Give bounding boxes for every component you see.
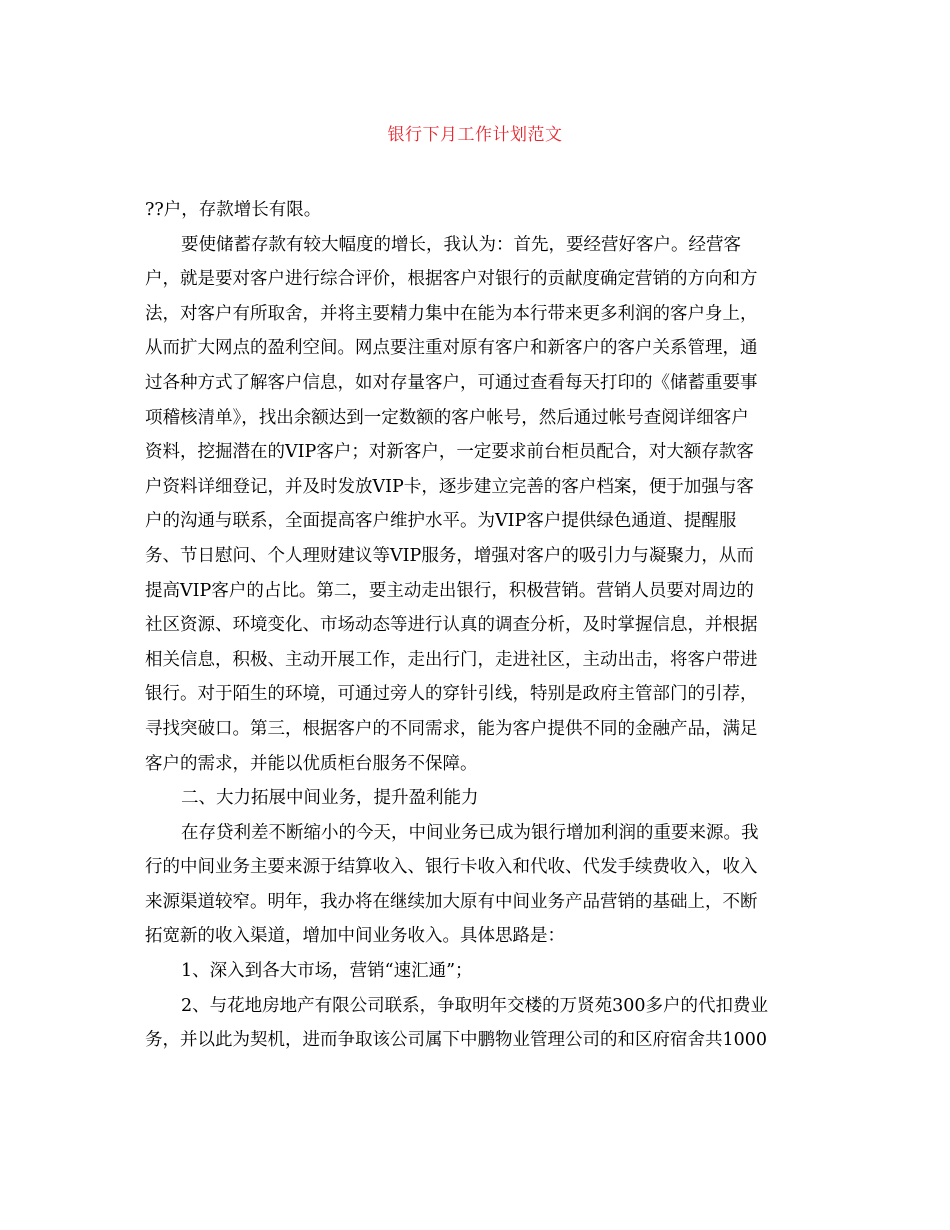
text-line: 户资料详细登记，并及时发放VIP卡，逐步建立完善的客户档案，便于加强与客 <box>145 476 754 497</box>
document-title: 银行下月工作计划范文 <box>387 125 563 145</box>
text-line: 项稽核清单》，找出余额达到一定数额的客户帐号，然后通过帐号查阅详细客户 <box>145 407 749 428</box>
text-line: 银行。对于陌生的环境，可通过旁人的穿针引线，特别是政府主管部门的引荐， <box>145 684 758 705</box>
text-line: 户的沟通与联系，全面提高客户维护水平。为VIP客户提供绿色通道、提醒服 <box>145 511 737 532</box>
text-line: 提高VIP客户的占比。第二，要主动走出银行，积极营销。营销人员要对周边的 <box>145 580 754 601</box>
text-line: 要使储蓄存款有较大幅度的增长，我认为：首先，要经营好客户。经营客 <box>181 234 741 255</box>
text-line: 行的中间业务主要来源于结算收入、银行卡收入和代收、代发手续费收入，收入 <box>145 857 758 878</box>
text-line: 资料，挖掘潜在的VIP客户；对新客户，一定要求前台柜员配合，对大额存款客 <box>145 442 754 463</box>
text-line: 务、节日慰问、个人理财建议等VIP服务，增强对客户的吸引力与凝聚力，从而 <box>145 545 754 566</box>
text-line: 来源渠道较窄。明年，我办将在继续加大原有中间业务产品营销的基础上，不断 <box>145 891 758 912</box>
text-line: ??户，存款增长有限。 <box>145 200 322 220</box>
text-line: 二、大力拓展中间业务，提升盈利能力 <box>181 788 479 809</box>
text-line: 社区资源、环境变化、市场动态等进行认真的调查分析，及时掌握信息，并根据 <box>145 615 758 636</box>
text-line: 务，并以此为契机，进而争取该公司属下中鹏物业管理公司的和区府宿舍共1000 <box>145 1030 768 1051</box>
text-line: 法，对客户有所取舍，并将主要精力集中在能为本行带来更多利润的客户身上， <box>145 303 758 324</box>
text-line: 寻找突破口。第三，根据客户的不同需求，能为客户提供不同的金融产品，满足 <box>145 718 758 739</box>
text-line: 客户的需求，并能以优质柜台服务不保障。 <box>145 753 478 774</box>
text-line: 相关信息，积极、主动开展工作，走出行门，走进社区，主动出击，将客户带进 <box>145 649 758 670</box>
text-line: 拓宽新的收入渠道，增加中间业务收入。具体思路是： <box>145 926 565 947</box>
document-body <box>145 193 805 1058</box>
text-line: 1、深入到各大市场，营销“速汇通”； <box>181 961 473 982</box>
text-line: 户，就是要对客户进行综合评价，根据客户对银行的贡献度确定营销的方向和方 <box>145 269 758 290</box>
text-line: 2、与花地房地产有限公司联系，争取明年交楼的万贤苑300多户的代扣费业 <box>181 995 769 1016</box>
text-line: 在存贷利差不断缩小的今天，中间业务已成为银行增加利润的重要来源。我 <box>181 822 759 843</box>
text-line: 过各种方式了解客户信息，如对存量客户，可通过查看每天打印的《储蓄重要事 <box>145 372 758 393</box>
text-line: 从而扩大网点的盈利空间。网点要注重对原有客户和新客户的客户关系管理，通 <box>145 338 758 359</box>
